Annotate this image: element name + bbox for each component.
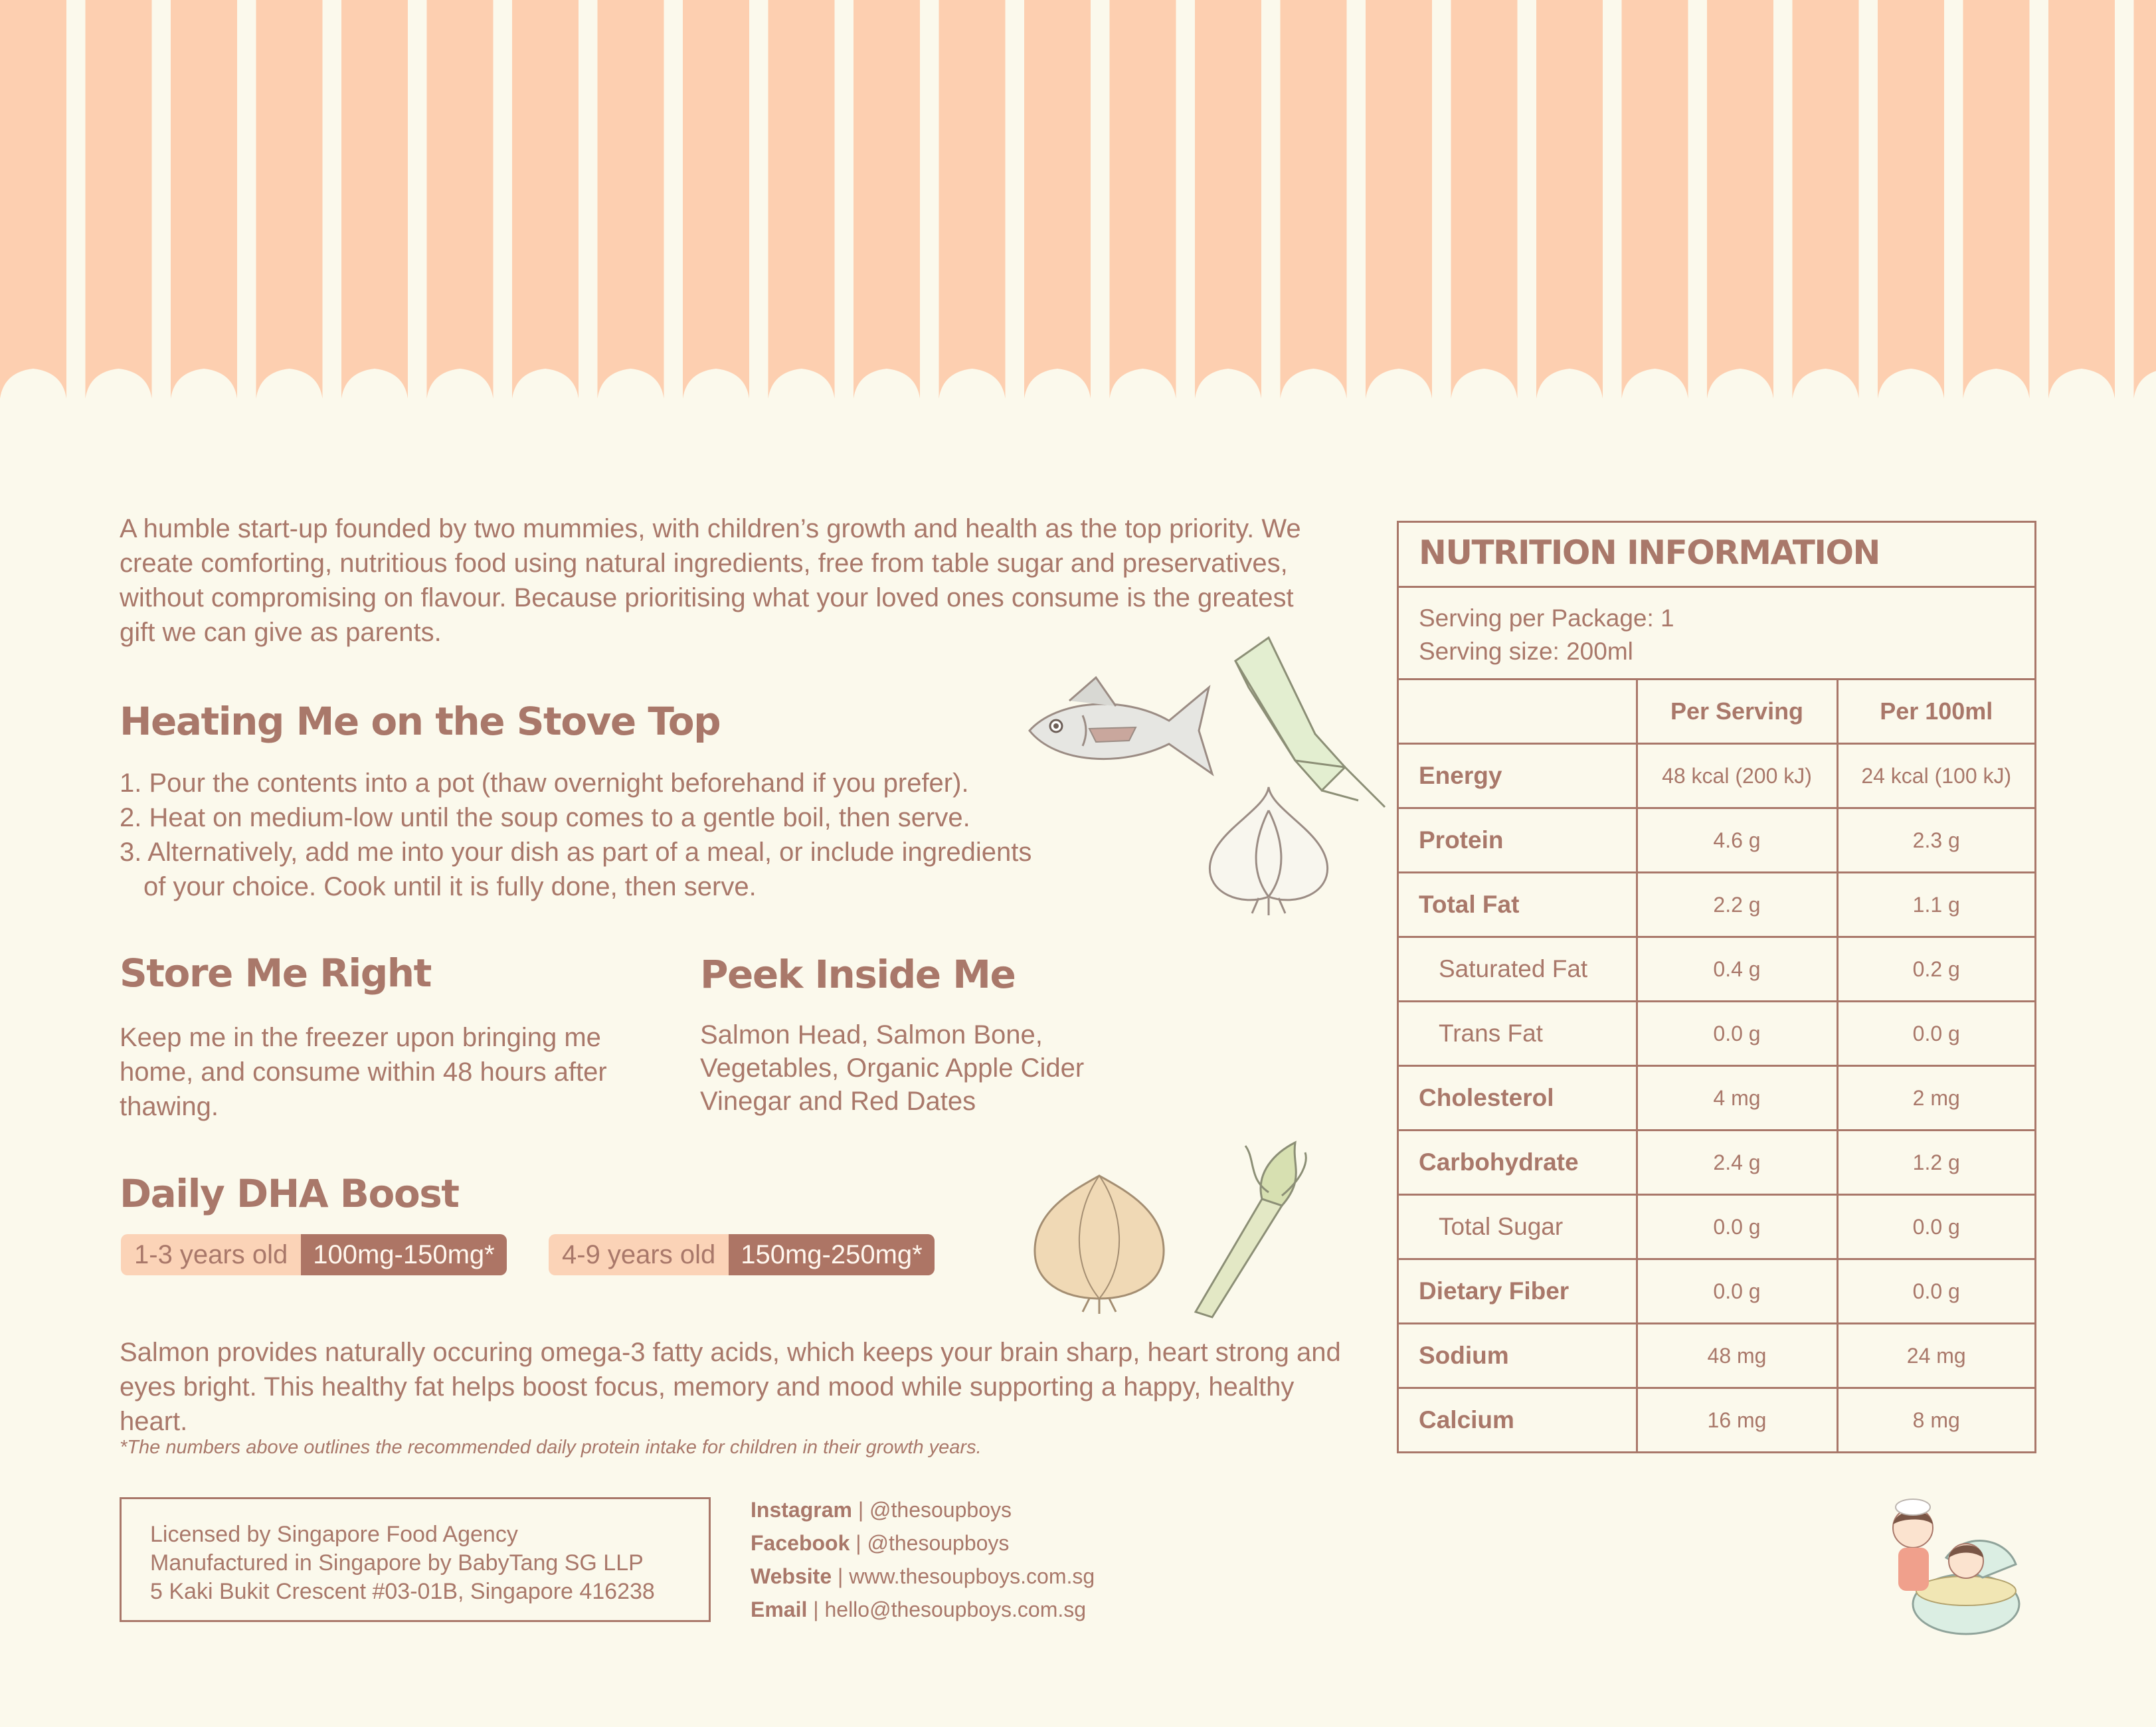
awning-stripe [86,0,152,399]
awning-stripe [1536,0,1603,399]
awning-stripe [171,0,237,399]
awning-stripe [1281,0,1347,399]
per-100ml-value: 0.2 g [1837,937,2034,1002]
table-row [1399,1195,2034,1259]
awning-stripe [1622,0,1688,399]
contact-label: Instagram [751,1498,852,1522]
nutrient-label: Protein [1399,808,1637,873]
table-row [1399,937,2034,1002]
table-row [1399,808,2034,873]
per-serving-value: 2.2 g [1637,873,1837,937]
awning-stripe [1963,0,2030,399]
awning-stripe [768,0,835,399]
awning-stripe [598,0,664,399]
nutrient-label: Saturated Fat [1399,937,1637,1002]
per-serving-value: 0.4 g [1637,937,1837,1002]
dha-description: Salmon provides naturally occuring omega-3 fatty acids, which keeps your brain sharp, heart strong and eyes bright. This healthy fat helps boost focus, memory and mood while supporting a happy, healthy heart. [120,1338,1341,1436]
nutrient-label: Dietary Fiber [1399,1259,1637,1324]
heating-step-2: 2. Heat on medium-low until the soup comes to a gentle boil, then serve. [120,803,970,832]
awning-stripe [0,0,66,399]
header-per-100ml: Per 100ml [1837,680,2034,744]
per-100ml-value: 0.0 g [1837,1195,2034,1259]
per-100ml-value: 0.0 g [1837,1002,2034,1066]
nutrient-label: Energy [1399,744,1637,808]
dha-pill-4-9-years [549,1234,935,1275]
manufacturer-line: Manufactured in Singapore by BabyTang SG LLP [150,1550,644,1576]
nutrient-label: Trans Fat [1399,1002,1637,1066]
nutrient-label: Cholesterol [1399,1066,1637,1131]
nutrient-label: Sodium [1399,1324,1637,1388]
table-row [1399,744,2034,808]
per-serving-value: 4 mg [1637,1066,1837,1131]
dha-age: 4-9 years old [549,1234,729,1275]
contact-value[interactable]: www.thesoupboys.com.sg [849,1564,1095,1588]
nutrition-header-row [1399,680,2034,744]
nutrition-title: NUTRITION INFORMATION [1399,523,2034,588]
table-row [1399,1259,2034,1324]
contact-value[interactable]: @thesoupboys [869,1498,1012,1522]
awning-stripe [1707,0,1773,399]
nutrient-label: Total Fat [1399,873,1637,937]
serving-info [1399,588,2034,680]
dha-pill-1-3-years [121,1234,507,1275]
awning-stripe [939,0,1006,399]
awning-stripe [341,0,408,399]
nutrient-label: Total Sugar [1399,1195,1637,1259]
nutrient-label: Carbohydrate [1399,1131,1637,1195]
serving-per-package: Serving per Package: 1 [1419,604,1674,632]
garlic-icon [1196,784,1342,917]
per-serving-value: 0.0 g [1637,1259,1837,1324]
license-line: Licensed by Singapore Food Agency [150,1522,518,1547]
store-text: Keep me in the freezer upon bringing me home, and consume within 48 hours after thawing. [120,1023,607,1121]
awning-stripe [1451,0,1518,399]
onion-icon [1023,1169,1176,1315]
fish-icon [1010,674,1222,780]
dha-footnote: *The numbers above outlines the recommended daily protein intake for children in their growth years. [120,1437,982,1458]
ingredients-text: Salmon Head, Salmon Bone, Vegetables, Organic Apple Cider Vinegar and Red Dates [700,1020,1085,1116]
contact-facebook: Facebook | @thesoupboys [751,1531,1010,1555]
store-heading: Store Me Right [120,951,431,996]
per-100ml-value: 2 mg [1837,1066,2034,1131]
celery-icon [1182,1133,1315,1318]
table-row [1399,1002,2034,1066]
heating-step-1: 1. Pour the contents into a pot (thaw overnight beforehand if you prefer). [120,769,969,798]
table-row [1399,873,2034,937]
nutrition-panel [1397,521,2036,1453]
nutrient-label: Calcium [1399,1388,1637,1452]
dha-amount: 150mg-250mg* [729,1234,935,1275]
contact-value[interactable]: @thesoupboys [867,1531,1010,1555]
per-serving-value: 0.0 g [1637,1195,1837,1259]
dha-amount: 100mg-150mg* [301,1234,507,1275]
table-row [1399,1324,2034,1388]
awning-stripe [853,0,920,399]
address-line: 5 Kaki Bukit Crescent #03-01B, Singapore 416238 [150,1579,655,1604]
striped-awning-banner [0,0,2156,412]
awning-stripe [512,0,579,399]
per-100ml-value: 1.1 g [1837,873,2034,937]
contact-list [751,1493,1095,1626]
per-100ml-value: 24 kcal (100 kJ) [1837,744,2034,808]
table-row [1399,1066,2034,1131]
soup-boys-mascot-icon [1873,1498,2026,1644]
ingredients-heading: Peek Inside Me [700,952,1016,997]
per-100ml-value: 2.3 g [1837,808,2034,873]
awning-stripe [1195,0,1261,399]
awning-stripe [1024,0,1091,399]
contact-label: Website [751,1564,832,1588]
per-serving-value: 48 kcal (200 kJ) [1637,744,1837,808]
license-box [120,1497,711,1622]
table-row [1399,1131,2034,1195]
awning-stripe [256,0,323,399]
per-serving-value: 4.6 g [1637,808,1837,873]
awning-stripe [1366,0,1432,399]
brand-intro-text: A humble start-up founded by two mummies, with children’s growth and health as the top priority. We create comforting, nutritious food using natural ingredients, free from table sugar and preservatives, without compromising on flavour. Because prioritising what your loved ones consume is the greatest gift we can give as parents. [120,514,1301,647]
contact-value[interactable]: hello@thesoupboys.com.sg [824,1597,1087,1621]
nutrition-header-blank [1399,680,1637,744]
contact-label: Email [751,1597,808,1621]
awning-stripe [1110,0,1176,399]
per-serving-value: 48 mg [1637,1324,1837,1388]
contact-instagram: Instagram | @thesoupboys [751,1498,1012,1522]
heating-heading: Heating Me on the Stove Top [120,699,721,744]
contact-label: Facebook [751,1531,850,1555]
awning-stripe [1878,0,1944,399]
serving-size: Serving size: 200ml [1419,638,1633,665]
awning-stripe [427,0,494,399]
per-serving-value: 16 mg [1637,1388,1837,1452]
heating-step-3: 3. Alternatively, add me into your dish as part of a meal, or include ingredients [120,838,1032,867]
per-100ml-value: 24 mg [1837,1324,2034,1388]
awning-stripe [683,0,749,399]
table-row [1399,1388,2034,1452]
heating-steps [120,766,1116,904]
awning-stripe [1793,0,1859,399]
dha-heading: Daily DHA Boost [120,1171,459,1216]
contact-website: Website | www.thesoupboys.com.sg [751,1564,1095,1588]
nutrition-table [1399,680,2034,1451]
dha-age: 1-3 years old [121,1234,301,1275]
awning-stripe [2134,0,2156,399]
heating-step-3-continued: of your choice. Cook until it is fully done, then serve. [143,872,757,901]
per-serving-value: 0.0 g [1637,1002,1837,1066]
per-100ml-value: 0.0 g [1837,1259,2034,1324]
per-100ml-value: 1.2 g [1837,1131,2034,1195]
contact-email: Email | hello@thesoupboys.com.sg [751,1597,1087,1621]
per-100ml-value: 8 mg [1837,1388,2034,1452]
header-per-serving: Per Serving [1637,680,1837,744]
per-serving-value: 2.4 g [1637,1131,1837,1195]
awning-stripe [2048,0,2115,399]
